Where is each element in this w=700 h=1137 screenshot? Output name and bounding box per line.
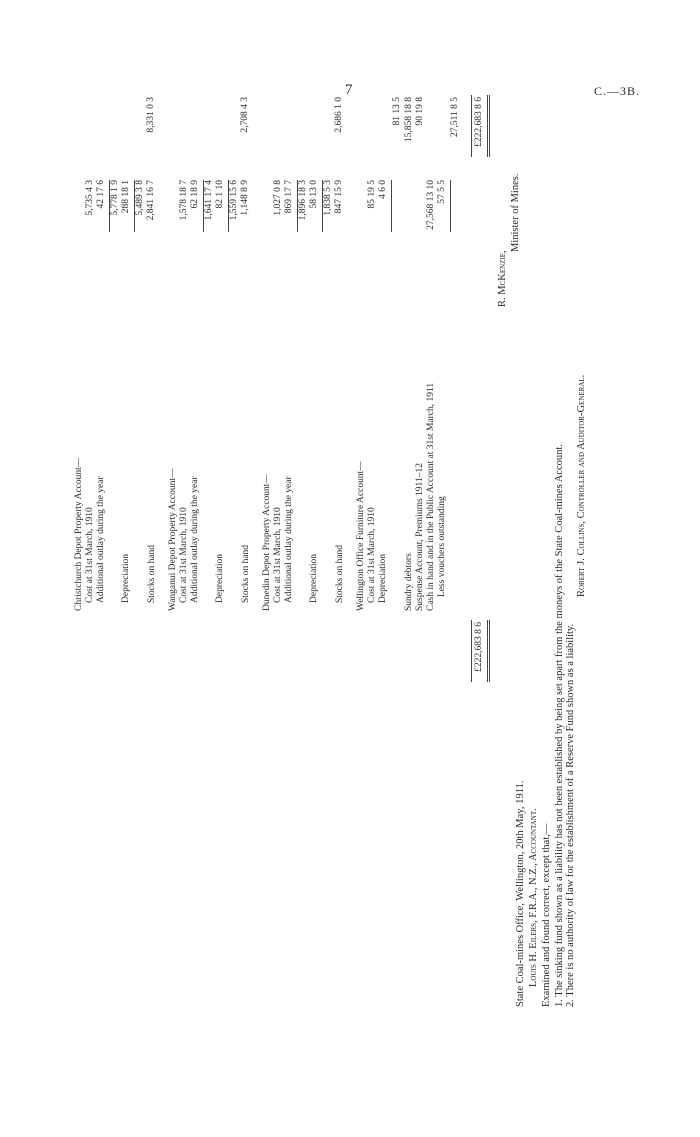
minister-title: Minister of Mines. [510, 173, 521, 252]
note-2: 2. There is no authority of law for the establishment of a Reserve Fund shown as a liability. [565, 623, 576, 1007]
furniture-cost: 85 19 5 [367, 180, 377, 209]
furniture-rule [391, 180, 392, 232]
christchurch-cost: 5,735 4 3 [85, 180, 95, 216]
dunedin-sub2: 1,838 5 3 [323, 180, 333, 216]
right-total-rule-bottom [487, 95, 488, 157]
wanganui-sub1: 1,641 17 4 [204, 180, 214, 221]
dunedin-depr-label: Depreciation [309, 553, 319, 603]
wanganui-cost: 1,578 18 7 [179, 180, 189, 221]
left-total-rule-bottom-2 [489, 620, 490, 682]
dunedin-cost-label: Cost at 31st March, 1910 [273, 507, 283, 603]
dunedin-stocks-label: Stocks on hand [335, 544, 345, 603]
auditor-signature: Robert J. Collins, Controller and Auditor-General. [576, 374, 587, 597]
debtors-value: 15,858 18 8 [404, 97, 414, 143]
examined-line: Examined and found correct, except that,— [541, 823, 552, 1007]
note-1: 1. The sinking fund shown as a liability has not been established by being set apart from the moneys of the State Coal-mines Account. [554, 444, 565, 1007]
furniture-depr-label: Depreciation [378, 553, 388, 603]
right-grand-total: £222,683 8 6 [474, 97, 484, 147]
left-total-rule-bottom [487, 620, 488, 682]
christchurch-outlay-label: Additional outlay during the year [96, 476, 106, 603]
wanganui-outlay: 62 18 9 [190, 180, 200, 209]
furniture-depr: 4 6 0 [378, 180, 388, 199]
wanganui-sub2: 1,559 15 6 [229, 180, 239, 221]
wanganui-outlay-label: Additional outlay during the year [190, 476, 200, 603]
furniture-cost-label: Cost at 31st March, 1910 [367, 507, 377, 603]
christchurch-heading: Christchurch Depot Property Account— [74, 457, 84, 611]
wanganui-heading: Wanganui Depot Property Account— [168, 468, 178, 611]
dunedin-cost: 1,027 0 8 [273, 180, 283, 216]
dunedin-outlay-label: Additional outlay during the year [284, 476, 294, 603]
cash-value: 27,568 13 10 [426, 180, 436, 230]
wanganui-stocks: 1,148 8 9 [240, 180, 250, 216]
vouchers-label: Less vouchers outstanding [437, 496, 447, 597]
cash-rule [450, 180, 451, 232]
furniture-total: 81 13 5 [392, 97, 402, 126]
left-grand-total: £222,683 8 6 [474, 622, 484, 672]
wanganui-total: 2,708 4 3 [240, 97, 250, 133]
wanganui-stocks-label: Stocks on hand [241, 544, 251, 603]
christchurch-sub2: 5,489 3 8 [135, 180, 145, 216]
dunedin-stocks: 847 15 9 [334, 180, 344, 214]
christchurch-total: 8,331 0 3 [146, 97, 156, 133]
dunedin-heading: Dunedin Depot Property Account— [262, 474, 272, 611]
christchurch-outlay: 42 17 6 [96, 180, 106, 209]
wanganui-depr: 82 1 10 [215, 180, 225, 209]
suspense-label: Suspense Account, Premiums 1911–12 [415, 463, 425, 611]
dunedin-depr: 58 13 0 [309, 180, 319, 209]
christchurch-stocks: 2,841 16 7 [146, 180, 156, 221]
suspense-value: 90 19 8 [415, 97, 425, 126]
report-reference: C.—3B. [594, 84, 641, 98]
right-total-rule-top [471, 95, 472, 157]
christchurch-depr-label: Depreciation [121, 553, 131, 603]
christchurch-depr: 288 18 1 [121, 180, 131, 214]
cash-label: Cash in hand and in the Public Account at 31st March, 1911 [426, 382, 436, 611]
christchurch-sub1: 5,778 1 9 [110, 180, 120, 216]
christchurch-stocks-label: Stocks on hand [147, 544, 157, 603]
cash-net-value: 27,511 8 5 [450, 97, 460, 138]
wanganui-depr-label: Depreciation [215, 553, 225, 603]
debtors-label: Sundry debtors [404, 553, 414, 611]
accountant-line: Louis H. Eilers, F.R.A., N.Z., Accountant. [528, 808, 539, 987]
office-line: State Coal-mines Office, Wellington, 20th May, 1911. [515, 780, 526, 1007]
christchurch-cost-label: Cost at 31st March, 1910 [85, 507, 95, 603]
dunedin-sub1: 1,896 18 3 [298, 180, 308, 221]
minister-name: R. McKenzie, [497, 250, 508, 307]
dunedin-total: 2,686 1 0 [334, 97, 344, 133]
furniture-heading: Wellington Office Furniture Account— [356, 461, 366, 611]
right-total-rule-bottom-2 [489, 95, 490, 157]
page-number: 7 [345, 82, 353, 98]
dunedin-outlay: 869 17 7 [284, 180, 294, 214]
left-total-rule-top [471, 620, 472, 682]
vouchers-value: 57 5 5 [437, 180, 447, 204]
wanganui-cost-label: Cost at 31st March, 1910 [179, 507, 189, 603]
